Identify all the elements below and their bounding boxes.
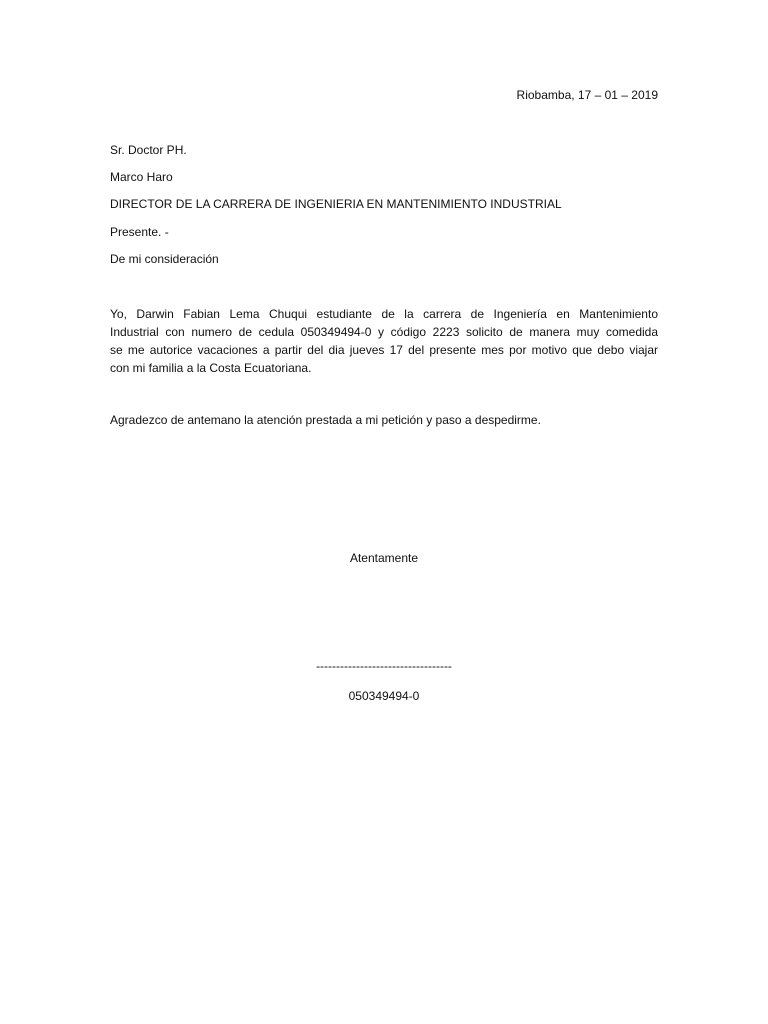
recipient-title: Sr. Doctor PH. bbox=[110, 143, 187, 157]
signature-id: 050349494-0 bbox=[348, 689, 420, 703]
presente-line: Presente. - bbox=[110, 225, 169, 239]
body-line: Yo, Darwin Fabian Lema Chuqui estudiante de la carrera de Ingeniería en Mantenimiento bbox=[110, 307, 658, 321]
letter-date: Riobamba, 17 – 01 – 2019 bbox=[516, 88, 658, 102]
greeting-line: De mi consideración bbox=[110, 252, 219, 266]
body-line: con mi familia a la Costa Ecuatoriana. bbox=[110, 361, 312, 375]
sign-off: Atentamente bbox=[349, 551, 419, 565]
body-line: se me autorice vacaciones a partir del dia jueves 17 del presente mes por motivo que debo viajar bbox=[110, 343, 658, 357]
closing-paragraph: Agradezco de antemano la atención prestada a mi petición y paso a despedirme. bbox=[110, 413, 541, 427]
recipient-position: DIRECTOR DE LA CARRERA DE INGENIERIA EN MANTENIMIENTO INDUSTRIAL bbox=[110, 197, 562, 211]
signature-line: ---------------------------------- bbox=[316, 659, 452, 673]
recipient-name: Marco Haro bbox=[110, 170, 173, 184]
body-line: Industrial con numero de cedula 050349494-0 y código 2223 solicito de manera muy comedida bbox=[110, 325, 658, 339]
body-paragraph bbox=[110, 305, 658, 377]
